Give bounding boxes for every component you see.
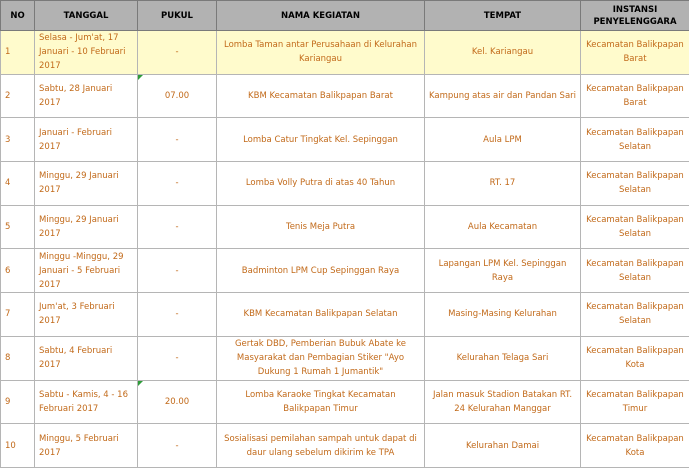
cell-tanggal[interactable]: Januari - Februari 2017 [35,118,138,162]
cell-pukul[interactable]: 20.00 [138,380,217,424]
cell-tanggal[interactable]: Minggu, 29 Januari 2017 [35,162,138,206]
cell-no[interactable]: 9 [1,380,35,424]
cell-instansi[interactable]: Kecamatan Balikpapan Selatan [581,118,689,162]
cell-tanggal[interactable]: Minggu -Minggu, 29 Januari - 5 Februari 2017 [35,249,138,293]
cell-no[interactable]: 10 [1,424,35,468]
cell-kegiatan[interactable]: Tenis Meja Putra [217,205,425,249]
cell-tempat[interactable]: Lapangan LPM Kel. Sepinggan Raya [425,249,581,293]
cell-instansi[interactable]: Kecamatan Balikpapan Selatan [581,205,689,249]
cell-tempat[interactable]: Kelurahan Damai [425,424,581,468]
header-no[interactable]: NO [1,1,35,31]
cell-instansi[interactable]: Kecamatan Balikpapan Barat [581,74,689,118]
table-row [1,336,689,380]
cell-tanggal[interactable]: Sabtu, 4 Februari 2017 [35,336,138,380]
cell-tanggal[interactable]: Sabtu, 28 Januari 2017 [35,74,138,118]
cell-pukul[interactable]: - [138,31,217,75]
cell-tempat[interactable]: RT. 17 [425,162,581,206]
cell-tanggal[interactable]: Sabtu - Kamis, 4 - 16 Februari 2017 [35,380,138,424]
cell-pukul[interactable]: - [138,205,217,249]
cell-no[interactable]: 8 [1,336,35,380]
cell-pukul[interactable]: - [138,336,217,380]
table-row [1,424,689,468]
cell-tanggal[interactable]: Minggu, 5 Februari 2017 [35,424,138,468]
header-row [1,1,689,31]
cell-tempat[interactable]: Masing-Masing Kelurahan [425,293,581,337]
cell-tempat[interactable]: Kel. Kariangau [425,31,581,75]
cell-no[interactable]: 5 [1,205,35,249]
header-kegiatan[interactable]: NAMA KEGIATAN [217,1,425,31]
cell-kegiatan[interactable]: KBM Kecamatan Balikpapan Selatan [217,293,425,337]
cell-kegiatan[interactable]: Lomba Karaoke Tingkat Kecamatan Balikpapan Timur [217,380,425,424]
cell-kegiatan[interactable]: Badminton LPM Cup Sepinggan Raya [217,249,425,293]
header-tempat[interactable]: TEMPAT [425,1,581,31]
table-row [1,74,689,118]
cell-instansi[interactable]: Kecamatan Balikpapan Barat [581,31,689,75]
cell-kegiatan[interactable]: Lomba Taman antar Perusahaan di Kelurahan Kariangau [217,31,425,75]
header-tanggal[interactable]: TANGGAL [35,1,138,31]
cell-pukul[interactable]: - [138,118,217,162]
cell-pukul[interactable]: - [138,162,217,206]
cell-no[interactable]: 7 [1,293,35,337]
cell-kegiatan[interactable]: Gertak DBD, Pemberian Bubuk Abate ke Masyarakat dan Pembagian Stiker "Ayo Dukung 1 Rumah 1 Jumantik" [217,336,425,380]
cell-tanggal[interactable]: Selasa - Jum'at, 17 Januari - 10 Februari 2017 [35,31,138,75]
cell-no[interactable]: 3 [1,118,35,162]
table-row [1,249,689,293]
cell-instansi[interactable]: Kecamatan Balikpapan Timur [581,380,689,424]
cell-instansi[interactable]: Kecamatan Balikpapan Selatan [581,162,689,206]
cell-pukul[interactable]: - [138,424,217,468]
cell-kegiatan[interactable]: KBM Kecamatan Balikpapan Barat [217,74,425,118]
cell-pukul[interactable]: - [138,249,217,293]
cell-instansi[interactable]: Kecamatan Balikpapan Selatan [581,249,689,293]
cell-tempat[interactable]: Aula Kecamatan [425,205,581,249]
table-row [1,31,689,75]
cell-kegiatan[interactable]: Lomba Volly Putra di atas 40 Tahun [217,162,425,206]
cell-tempat[interactable]: Kelurahan Telaga Sari [425,336,581,380]
cell-kegiatan[interactable]: Sosialisasi pemilahan sampah untuk dapat di daur ulang sebelum dikirim ke TPA [217,424,425,468]
cell-tanggal[interactable]: Jum'at, 3 Februari 2017 [35,293,138,337]
table-row [1,380,689,424]
cell-instansi[interactable]: Kecamatan Balikpapan Selatan [581,293,689,337]
cell-no[interactable]: 6 [1,249,35,293]
table-row [1,205,689,249]
cell-tempat[interactable]: Kampung atas air dan Pandan Sari [425,74,581,118]
cell-instansi[interactable]: Kecamatan Balikpapan Kota [581,336,689,380]
cell-pukul[interactable]: - [138,293,217,337]
cell-no[interactable]: 4 [1,162,35,206]
cell-no[interactable]: 1 [1,31,35,75]
cell-pukul[interactable]: 07.00 [138,74,217,118]
table-row [1,293,689,337]
cell-kegiatan[interactable]: Lomba Catur Tingkat Kel. Sepinggan [217,118,425,162]
cell-tempat[interactable]: Jalan masuk Stadion Batakan RT. 24 Kelurahan Manggar [425,380,581,424]
cell-instansi[interactable]: Kecamatan Balikpapan Kota [581,424,689,468]
header-instansi[interactable]: INSTANSI PENYELENGGARA [581,1,689,31]
header-pukul[interactable]: PUKUL [138,1,217,31]
cell-no[interactable]: 2 [1,74,35,118]
table-row [1,118,689,162]
cell-tempat[interactable]: Aula LPM [425,118,581,162]
cell-tanggal[interactable]: Minggu, 29 Januari 2017 [35,205,138,249]
table-row [1,162,689,206]
